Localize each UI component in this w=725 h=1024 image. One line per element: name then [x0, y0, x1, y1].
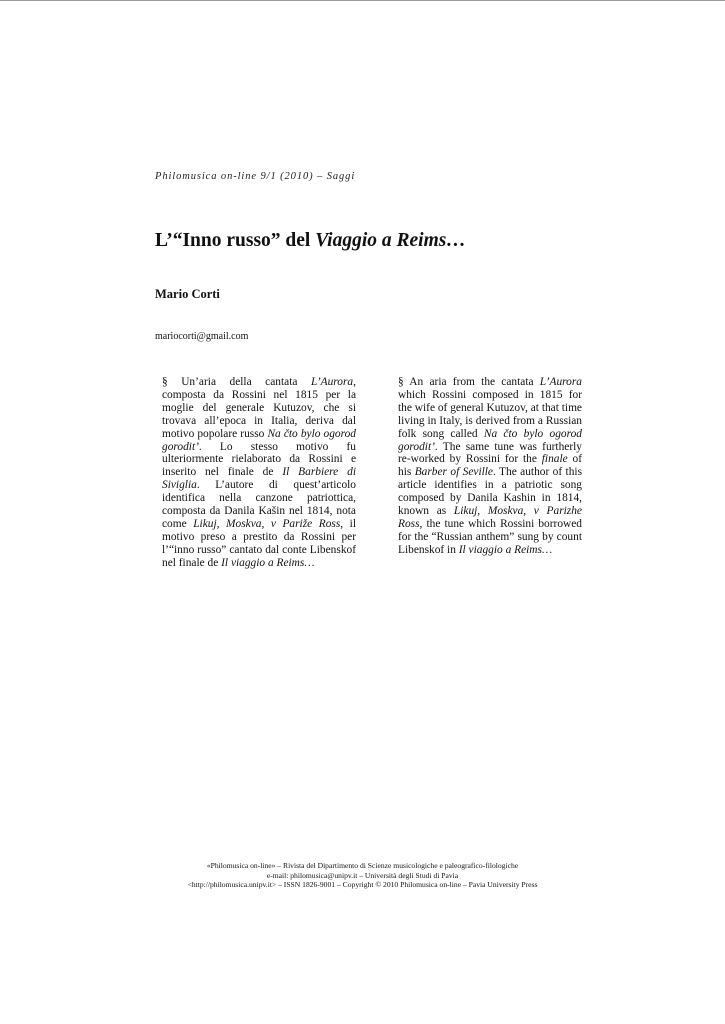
footer-journal-line: «Philomusica on-line» – Rivista del Dipartimento di Scienze musicologiche e paleografico-filologiche: [206, 861, 519, 870]
abstract-it-italic: Likuj, Moskva, v Pariže Ross: [193, 517, 341, 530]
abstract-english: [398, 376, 582, 557]
abstract-it-text: …: [304, 556, 315, 569]
article-title: [155, 229, 466, 252]
author-name: Mario Corti: [155, 287, 220, 301]
title-italic: Viaggio a Reims: [315, 230, 447, 251]
abstract-en-text: of his: [398, 453, 583, 479]
title-plain: L’“Inno russo” del: [155, 230, 316, 251]
abstract-en-italic: Barber of Seville: [414, 466, 493, 479]
title-ellipsis: …: [446, 230, 466, 251]
footer-copyright-line: <http://philomusica.unipv.it> – ISSN 1826-9001 – Copyright © 2010 Philomusica on-line – Pavia University Press: [187, 880, 538, 890]
abstract-it-text: § Un’aria della cantata: [162, 376, 311, 388]
running-head: Philomusica on-line 9/1 (2010) – Saggi: [155, 171, 356, 182]
abstract-en-text: …: [541, 543, 553, 556]
abstract-en-text: which Rossini composed in 1815 for the wife of general Kutuzov, at that time living in Italy, is derived from a Russian folk song called: [398, 388, 582, 440]
abstract-en-italic: finale: [541, 453, 568, 466]
abstract-en-italic: L’Aurora: [539, 376, 582, 388]
abstract-it-text: , composta da Rossini nel 1815 per la moglie del generale Kutuzov, che si trovava all’epoca in Italia, deriva dal motivo popolare russo: [162, 376, 356, 440]
abstract-it-italic: L’Aurora: [310, 376, 354, 388]
abstract-it-italic: Il Barbiere di Siviglia: [162, 466, 356, 492]
footer-email-line: e-mail: philomusica@unipv.it – Università degli Studi di Pavia: [266, 870, 459, 880]
abstract-it-text: , il motivo preso a prestito da Rossini per l’“inno russo” cantato dal conte Libenskof nel finale de: [162, 517, 356, 569]
abstract-en-text: . The same tune was furtherly re-worked by Rossini for the: [398, 440, 582, 466]
abstract-en-italic: Likuj, Moskva, v Parizhe Ross: [398, 505, 582, 530]
abstract-it-text: . L’autore di quest’articolo identifica nella canzone patriottica, composta da Danila Kašin nel 1814, nota come: [162, 479, 356, 530]
top-border-line: [0, 0, 725, 1]
abstract-it-italic: Il viaggio a Reims: [221, 556, 305, 569]
abstract-en-italic: Il viaggio a Reims: [458, 543, 542, 556]
abstract-en-text: § An aria from the cantata: [398, 376, 540, 388]
author-email: mariocorti@gmail.com: [155, 331, 249, 342]
abstract-it-text: . Lo stesso motivo fu ulteriormente rielaborato da Rossini e inserito nel finale de: [162, 440, 356, 479]
abstract-en-text: , the tune which Rossini borrowed for the “Russian anthem” sung by count Libenskof in: [398, 517, 582, 556]
abstract-en-text: . The author of this article identifies in a patriotic song composed by Danila Kashin in 1814, known as: [398, 466, 583, 518]
abstract-en-italic: Na čto bylo ogorod gorodit’: [398, 427, 582, 453]
page-footer: [0, 861, 725, 890]
abstract-italian: [162, 376, 356, 570]
abstract-it-italic: Na čto bylo ogorod gorodit’: [162, 427, 356, 453]
